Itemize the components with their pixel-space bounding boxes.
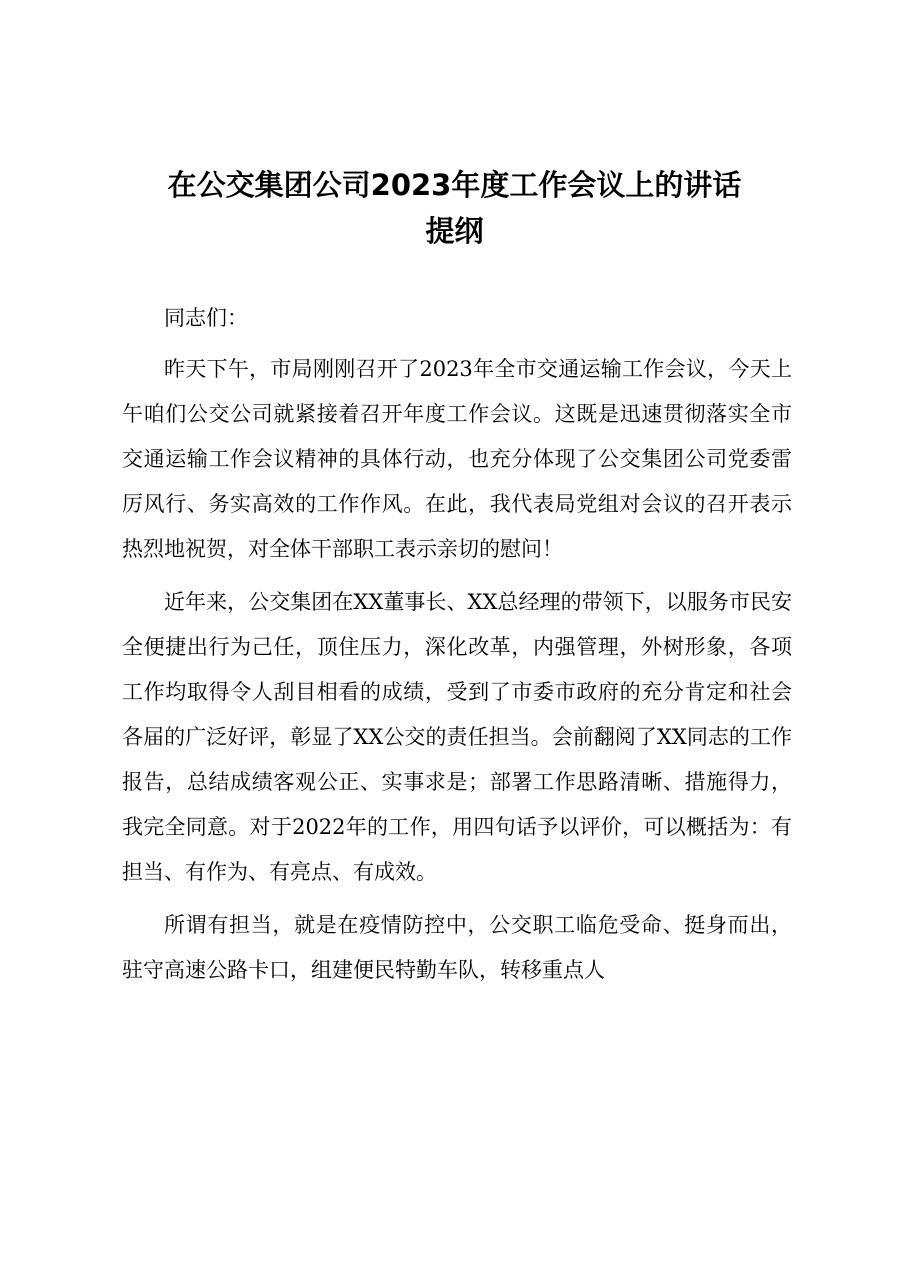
- body-paragraph: 所谓有担当，就是在疫情防控中，公交职工临危受命、挺身而出，驻守高速公路卡口，组建便民特勤车队，转移重点人: [122, 913, 792, 982]
- greeting-paragraph: 同志们：: [164, 306, 248, 330]
- body-paragraph: 昨天下午，市局刚刚召开了2023年全市交通运输工作会议，今天上午咱们公交公司就紧接着召开年度工作会议。这既是迅速贯彻落实全市交通运输工作会议精神的具体行动，也充分体现了公交集团公司党委雷厉风行、务实高效的工作作风。在此，我代表局党组对会议的召开表示热烈地祝贺，对全体干部职工表示亲切的慰问！: [122, 357, 792, 561]
- body-paragraph: 近年来，公交集团在XX董事长、XX总经理的带领下，以服务市民安全便捷出行为己任，顶住压力，深化改革，内强管理，外树形象，各项工作均取得令人刮目相看的成绩，受到了市委市政府的充分肯定和社会各届的广泛好评，彰显了XX公交的责任担当。会前翻阅了XX同志的工作报告，总结成绩客观公正、实事求是；部署工作思路清晰、措施得力，我完全同意。对于2022年的工作，用四句话予以评价，可以概括为：有担当、有作为、有亮点、有成效。: [122, 590, 792, 884]
- document-body: [122, 296, 792, 1001]
- document-title: 在公交集团公司2023年度工作会议上的讲话: [167, 168, 742, 202]
- document-title-continued: 提纲: [425, 214, 484, 248]
